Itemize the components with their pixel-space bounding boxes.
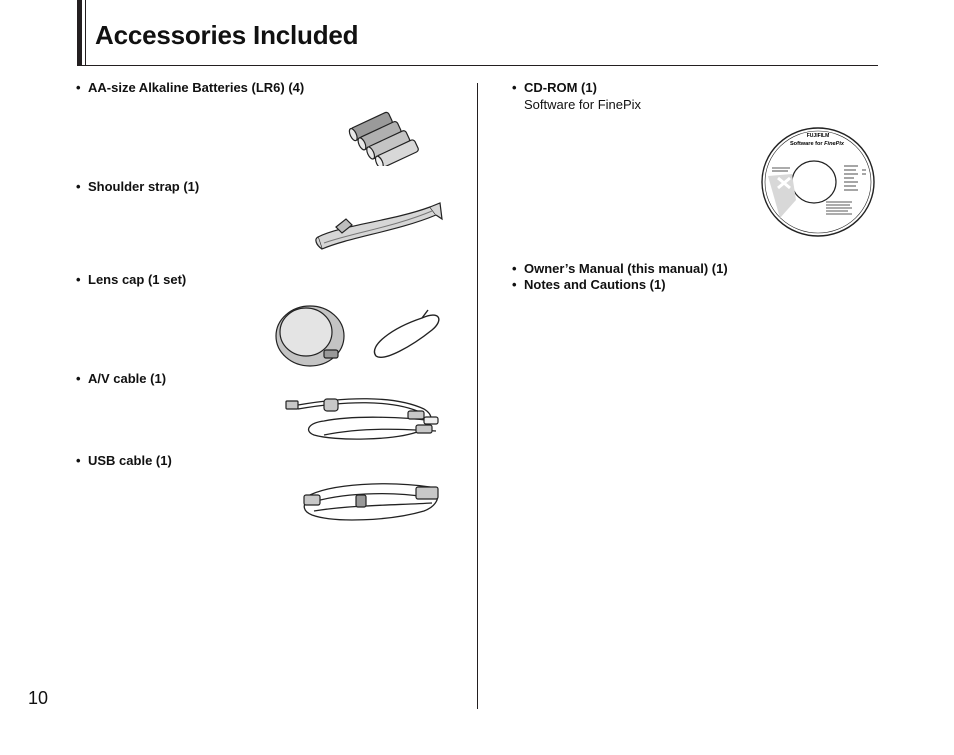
list-item-lens-cap: • Lens cap (1 set): [76, 272, 187, 287]
item-label: Notes and Cautions (1): [524, 277, 666, 292]
item-label: A/V cable (1): [88, 371, 167, 386]
cd-brand-text: FUJIFILM: [806, 133, 830, 139]
av-cable-icon: [284, 391, 442, 445]
item-label: USB cable (1): [88, 453, 172, 468]
list-item-notes-cautions: • Notes and Cautions (1): [512, 277, 666, 292]
list-item-av-cable: • A/V cable (1): [76, 371, 167, 386]
item-label: Owner’s Manual (this manual) (1): [524, 261, 728, 276]
header-accent-bar: [77, 0, 82, 66]
item-label: Shoulder strap (1): [88, 179, 200, 194]
list-item-usb-cable: • USB cable (1): [76, 453, 172, 468]
page-number: 10: [28, 688, 49, 708]
batteries-icon: [346, 102, 446, 166]
cd-software-prefix: Software for: [789, 141, 823, 147]
header-underline: [77, 65, 878, 66]
column-divider: [477, 83, 478, 709]
item-label: Lens cap (1 set): [88, 272, 187, 287]
item-label: AA-size Alkaline Batteries (LR6) (4): [88, 80, 305, 95]
cd-software-name: FinePix: [824, 141, 845, 147]
cd-software-text: [790, 141, 845, 147]
cd-rom-sublabel: Software for FinePix: [524, 97, 642, 112]
shoulder-strap-icon: [312, 197, 444, 255]
list-item-shoulder-strap: • Shoulder strap (1): [76, 179, 200, 194]
list-item-cd-rom: • CD-ROM (1): [512, 80, 597, 95]
page-header: [77, 0, 878, 66]
header-accent-line: [85, 0, 86, 66]
item-label: CD-ROM (1): [524, 80, 597, 95]
usb-cable-icon: [300, 475, 442, 525]
list-item-batteries: • AA-size Alkaline Batteries (LR6) (4): [76, 80, 305, 95]
page-title: Accessories Included: [95, 20, 359, 50]
list-item-owners-manual: • Owner’s Manual (this manual) (1): [512, 261, 728, 276]
lens-cap-icon: [272, 296, 452, 368]
cd-rom-icon: [760, 126, 876, 238]
